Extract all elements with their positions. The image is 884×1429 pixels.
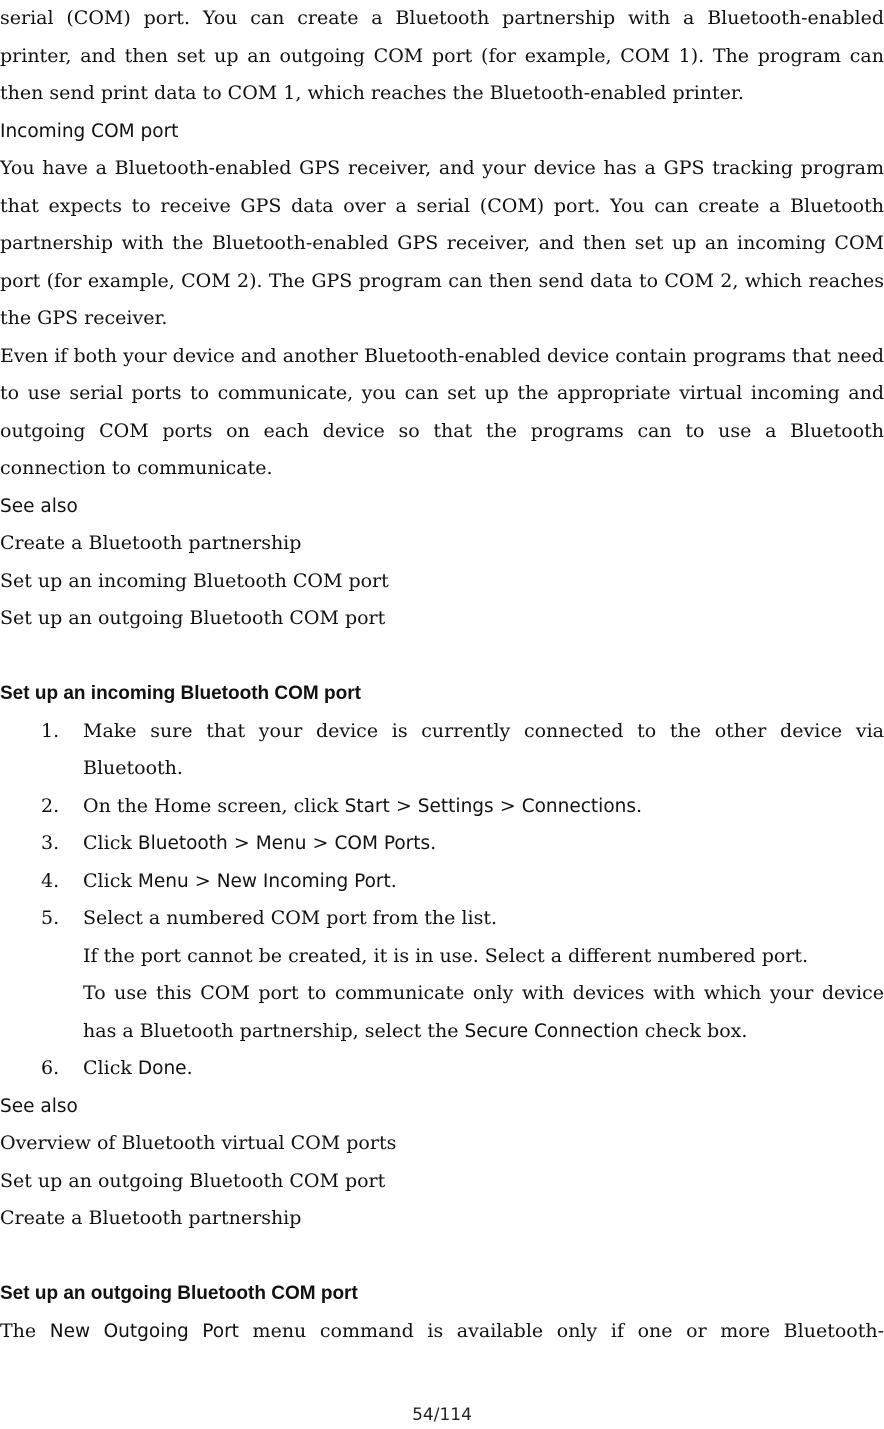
step-item [0, 788, 884, 826]
step-note [83, 975, 884, 1050]
see-also-link[interactable]: Create a Bluetooth partnership [0, 532, 302, 554]
separator: > [306, 832, 335, 854]
see-also-link[interactable]: Create a Bluetooth partnership [0, 1207, 302, 1229]
step-number: 5. [41, 907, 60, 929]
see-also-link[interactable]: Overview of Bluetooth virtual COM ports [0, 1132, 397, 1154]
ui-term-bluetooth: Bluetooth [137, 833, 228, 854]
separator: > [389, 794, 418, 817]
step-item [0, 825, 884, 863]
incoming-com-port-heading: Incoming COM port [0, 120, 179, 142]
step-number: 2. [41, 794, 60, 817]
punctuation: . [186, 1057, 193, 1079]
ui-term-menu: Menu [255, 833, 307, 854]
step-note: If the port cannot be created, it is in use. Select a different numbered port. [83, 944, 809, 967]
page-number: 54/114 [412, 1405, 472, 1425]
step-text: On the Home screen, click [83, 794, 345, 817]
see-also-link[interactable]: Set up an outgoing Bluetooth COM port [0, 607, 386, 629]
step-item [0, 900, 884, 1050]
step-number: 4. [41, 869, 60, 892]
separator: > [493, 794, 522, 817]
step-item [0, 1050, 884, 1088]
punctuation: . [390, 869, 397, 892]
step-number: 1. [41, 719, 60, 742]
see-also-link[interactable]: Set up an outgoing Bluetooth COM port [0, 1169, 386, 1192]
step-text: Select a numbered COM port from the list. [83, 907, 498, 929]
see-also-heading: See also [0, 495, 78, 517]
ui-term-done: Done [137, 1058, 187, 1079]
step-note-text: check box. [638, 1019, 748, 1042]
punctuation: . [430, 832, 437, 854]
step-note-text: To use this COM port to communicate only with devices with which your device has a Bluetooth partnership, select the [83, 982, 884, 1042]
steps-list [0, 713, 884, 1088]
intro-paragraph: serial (COM) port. You can create a Bluetooth partnership with a Bluetooth-enabled printer, and then set up an outgoing COM port (for example, COM 1). The program can then send print data to COM 1, which reaches the Bluetooth-enabled printer. [0, 7, 884, 104]
ui-term-new-incoming-port: New Incoming Port [216, 870, 391, 892]
ui-term-com-ports: COM Ports [334, 833, 431, 854]
outgoing-paragraph [0, 1313, 884, 1351]
separator: > [227, 832, 256, 854]
see-also-link[interactable]: Set up an incoming Bluetooth COM port [0, 569, 389, 592]
outgoing-text: The [0, 1319, 50, 1342]
section-title-incoming: Set up an incoming Bluetooth COM port [0, 683, 361, 704]
ui-term-menu: Menu [137, 870, 189, 892]
step-text: Click [83, 832, 138, 854]
step-text: Make sure that your device is currently connected to the other device via Bluetooth. [83, 719, 884, 779]
outgoing-text: menu command is available only if one or more Bluetooth- [238, 1319, 884, 1342]
ui-term-start: Start [344, 795, 390, 817]
step-text: Click [83, 1057, 138, 1079]
both-devices-paragraph: Even if both your device and another Bluetooth-enabled device contain programs that need to use serial ports to communicate, you can set up the appropriate virtual incoming and outgoing COM ports on each device so that the programs can to use a Bluetooth connection to communicate. [0, 344, 884, 479]
spacer [0, 1238, 884, 1276]
ui-term-new-outgoing-port: New Outgoing Port [49, 1320, 239, 1342]
step-number: 6. [41, 1057, 60, 1079]
see-also-heading: See also [0, 1095, 78, 1117]
ui-term-secure-connection: Secure Connection [464, 1020, 639, 1042]
separator: > [188, 869, 217, 892]
ui-term-connections: Connections [521, 795, 637, 817]
step-number: 3. [41, 832, 60, 854]
incoming-com-port-paragraph: You have a Bluetooth-enabled GPS receiver, and your device has a GPS tracking program that expects to receive GPS data over a serial (COM) port. You can create a Bluetooth partnership with the Bluetooth-enabled GPS receiver, and then set up an incoming COM port (for example, COM 2). The GPS program can then send data to COM 2, which reaches the GPS receiver. [0, 157, 884, 329]
ui-term-settings: Settings [417, 795, 494, 817]
step-item [0, 863, 884, 901]
punctuation: . [636, 794, 643, 817]
section-title-outgoing: Set up an outgoing Bluetooth COM port [0, 1283, 358, 1304]
step-item [0, 713, 884, 788]
spacer [0, 638, 884, 676]
step-text: Click [83, 869, 138, 892]
